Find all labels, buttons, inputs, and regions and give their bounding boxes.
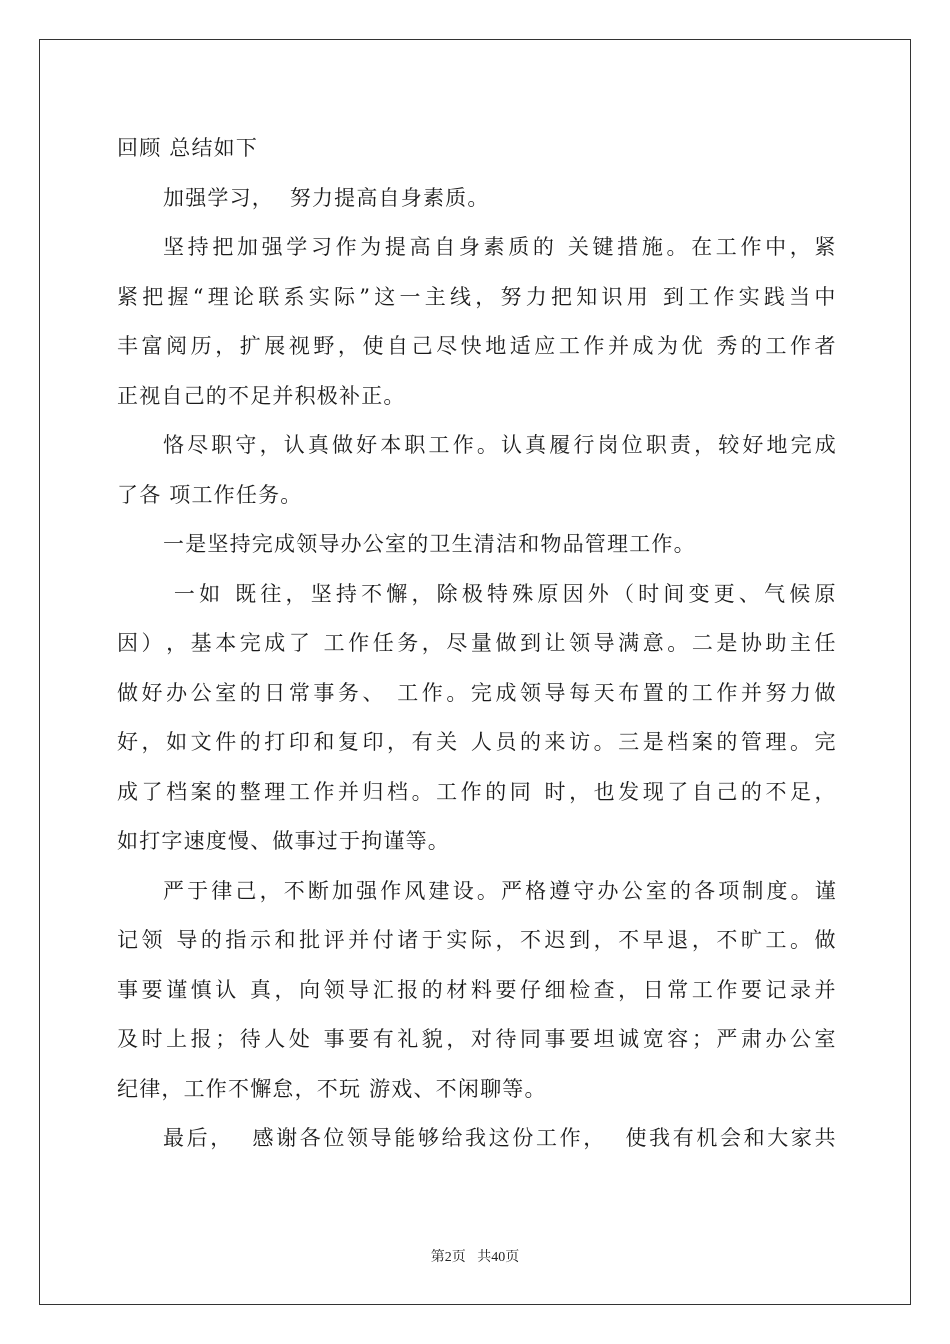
text-line: 纪律，工作不懈怠，不玩 游戏、不闲聊等。 xyxy=(117,1076,547,1101)
text-line: 了各 项工作任务。 xyxy=(117,482,303,507)
text-line: 记 领 导 的 指 示 和 批 评 并 付 诸 于 实 际 ， 不 迟 到 ， 不 早 退 ， 不 旷 工 。 做 xyxy=(117,928,837,952)
document-body xyxy=(117,128,837,1168)
text-line: 坚 持 把 加 强 学 习 作 为 提 高 自 身 素 质 的 关 键 措 施 。 在 工 作 中 ， 紧 xyxy=(163,235,837,259)
text-line: 做 好 办 公 室 的 日 常 事 务 、 工 作 。 完 成 领 导 每 天 布 置 的 工 作 并 努 力 做 xyxy=(117,680,837,705)
text-line: 紧 把 握 “ 理 论 联 系 实 际 ” 这 一 主 线 ， 努 力 把 知 识 用 到 工 作 实 践 当 中 xyxy=(117,284,837,309)
text-line: 一 如 既 往 ， 坚 持 不 懈 ， 除 极 特 殊 原 因 外 （ 时 间 变 更 、 气 候 原 xyxy=(173,581,837,606)
text-line: 丰 富 阅 历 ， 扩 展 视 野 ， 使 自 己 尽 快 地 适 应 工 作 并 成 为 优 秀 的 工 作 者 xyxy=(117,334,837,358)
text-line: 正视自己的不足并积极补正。 xyxy=(117,383,406,408)
page-total: 共40页 xyxy=(477,1250,520,1265)
text-line: 因 ） ， 基 本 完 成 了 工 作 任 务 ， 尽 量 做 到 让 领 导 满 意 。 二 是 协 助 主 任 xyxy=(117,631,837,655)
text-line: 及 时 上 报 ； 待 人 处 事 要 有 礼 貌 ， 对 待 同 事 要 坦 诚 宽 容 ； 严 肃 办 公 室 xyxy=(117,1027,837,1051)
page-footer xyxy=(0,1246,950,1266)
text-line: 严 于 律 己 ， 不 断 加 强 作 风 建 设 。 严 格 遵 守 办 公 室 的 各 项 制 度 。 谨 xyxy=(163,878,837,903)
text-line: 好 ， 如 文 件 的 打 印 和 复 印 ， 有 关 人 员 的 来 访 。 三 是 档 案 的 管 理 。 完 xyxy=(117,730,837,754)
text-line: 回顾 总结如下 xyxy=(117,136,259,160)
text-line: 如打字速度慢、做事过于拘谨等。 xyxy=(117,829,450,853)
text-line: 成 了 档 案 的 整 理 工 作 并 归 档 。 工 作 的 同 时 ， 也 发 现 了 自 己 的 不 足 ， xyxy=(117,779,837,804)
text-line: 事 要 谨 慎 认 真 ， 向 领 导 汇 报 的 材 料 要 仔 细 检 查 ， 日 常 工 作 要 记 录 并 xyxy=(117,977,837,1002)
text-line: 加强学习， 努力提高自身素质。 xyxy=(163,185,490,210)
text-line: 恪 尽 职 守 ， 认 真 做 好 本 职 工 作 。 认 真 履 行 岗 位 职 责 ， 较 好 地 完 成 xyxy=(163,433,837,457)
text-line: 最 后 ， 感 谢 各 位 领 导 能 够 给 我 这 份 工 作 ， 使 我 有 机 会 和 大 家 共 xyxy=(163,1126,837,1150)
page-number: 第2页 xyxy=(430,1250,466,1265)
text-line: 一是坚持完成领导办公室的卫生清洁和物品管理工作。 xyxy=(163,532,696,556)
